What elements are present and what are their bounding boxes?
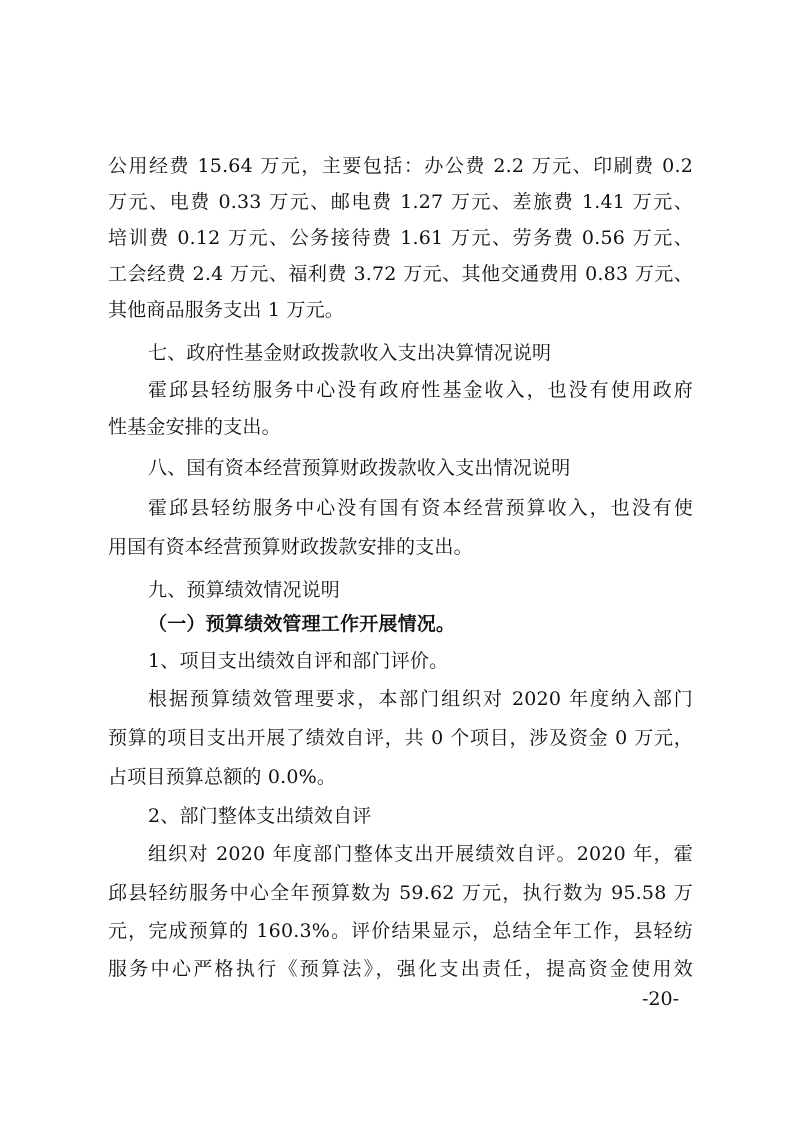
section-heading-8: 八、国有资本经营预算财政拨款收入支出情况说明 bbox=[148, 457, 571, 479]
subsection-item-2: 2、部门整体支出绩效自评 bbox=[148, 805, 372, 827]
paragraph-line-3: 培训费 0.12 万元、公务接待费 1.61 万元、劳务费 0.56 万元、 bbox=[108, 227, 693, 249]
page-number: -20- bbox=[642, 988, 680, 1010]
paragraph-line-1: 公用经费 15.64 万元，主要包括：办公费 2.2 万元、印刷费 0.2 bbox=[108, 155, 693, 177]
section-heading-9: 九、预算绩效情况说明 bbox=[148, 579, 341, 601]
paragraph-line-15: 元，完成预算的 160.3%。评价结果显示，总结全年工作，县轻纺 bbox=[108, 920, 693, 942]
paragraph-line-5: 其他商品服务支出 1 万元。 bbox=[108, 299, 344, 321]
paragraph-line-13: 组织对 2020 年度部门整体支出开展绩效自评。2020 年，霍 bbox=[148, 843, 693, 865]
paragraph-line-4: 工会经费 2.4 万元、福利费 3.72 万元、其他交通费用 0.83 万元、 bbox=[108, 263, 693, 285]
paragraph-line-9: 用国有资本经营预算财政拨款安排的支出。 bbox=[108, 536, 473, 558]
subsection-item-1: 1、项目支出绩效自评和部门评价。 bbox=[148, 650, 449, 672]
paragraph-line-8: 霍邱县轻纺服务中心没有国有资本经营预算收入，也没有使 bbox=[148, 497, 693, 519]
subsection-heading-1: （一）预算绩效管理工作开展情况。 bbox=[148, 613, 456, 635]
paragraph-line-11: 预算的项目支出开展了绩效自评，共 0 个项目，涉及资金 0 万元， bbox=[108, 727, 693, 749]
paragraph-line-14: 邱县轻纺服务中心全年预算数为 59.62 万元，执行数为 95.58 万 bbox=[108, 882, 693, 904]
paragraph-line-2: 万元、电费 0.33 万元、邮电费 1.27 万元、差旅费 1.41 万元、 bbox=[108, 191, 693, 213]
paragraph-line-16: 服务中心严格执行《预算法》，强化支出责任，提高资金使用效 bbox=[108, 958, 693, 980]
paragraph-line-12: 占项目预算总额的 0.0%。 bbox=[108, 766, 337, 788]
paragraph-line-7: 性基金安排的支出。 bbox=[108, 416, 281, 438]
section-heading-7: 七、政府性基金财政拨款收入支出决算情况说明 bbox=[148, 342, 552, 364]
paragraph-line-6: 霍邱县轻纺服务中心没有政府性基金收入，也没有使用政府 bbox=[148, 379, 693, 401]
paragraph-line-10: 根据预算绩效管理要求，本部门组织对 2020 年度纳入部门 bbox=[148, 688, 693, 710]
